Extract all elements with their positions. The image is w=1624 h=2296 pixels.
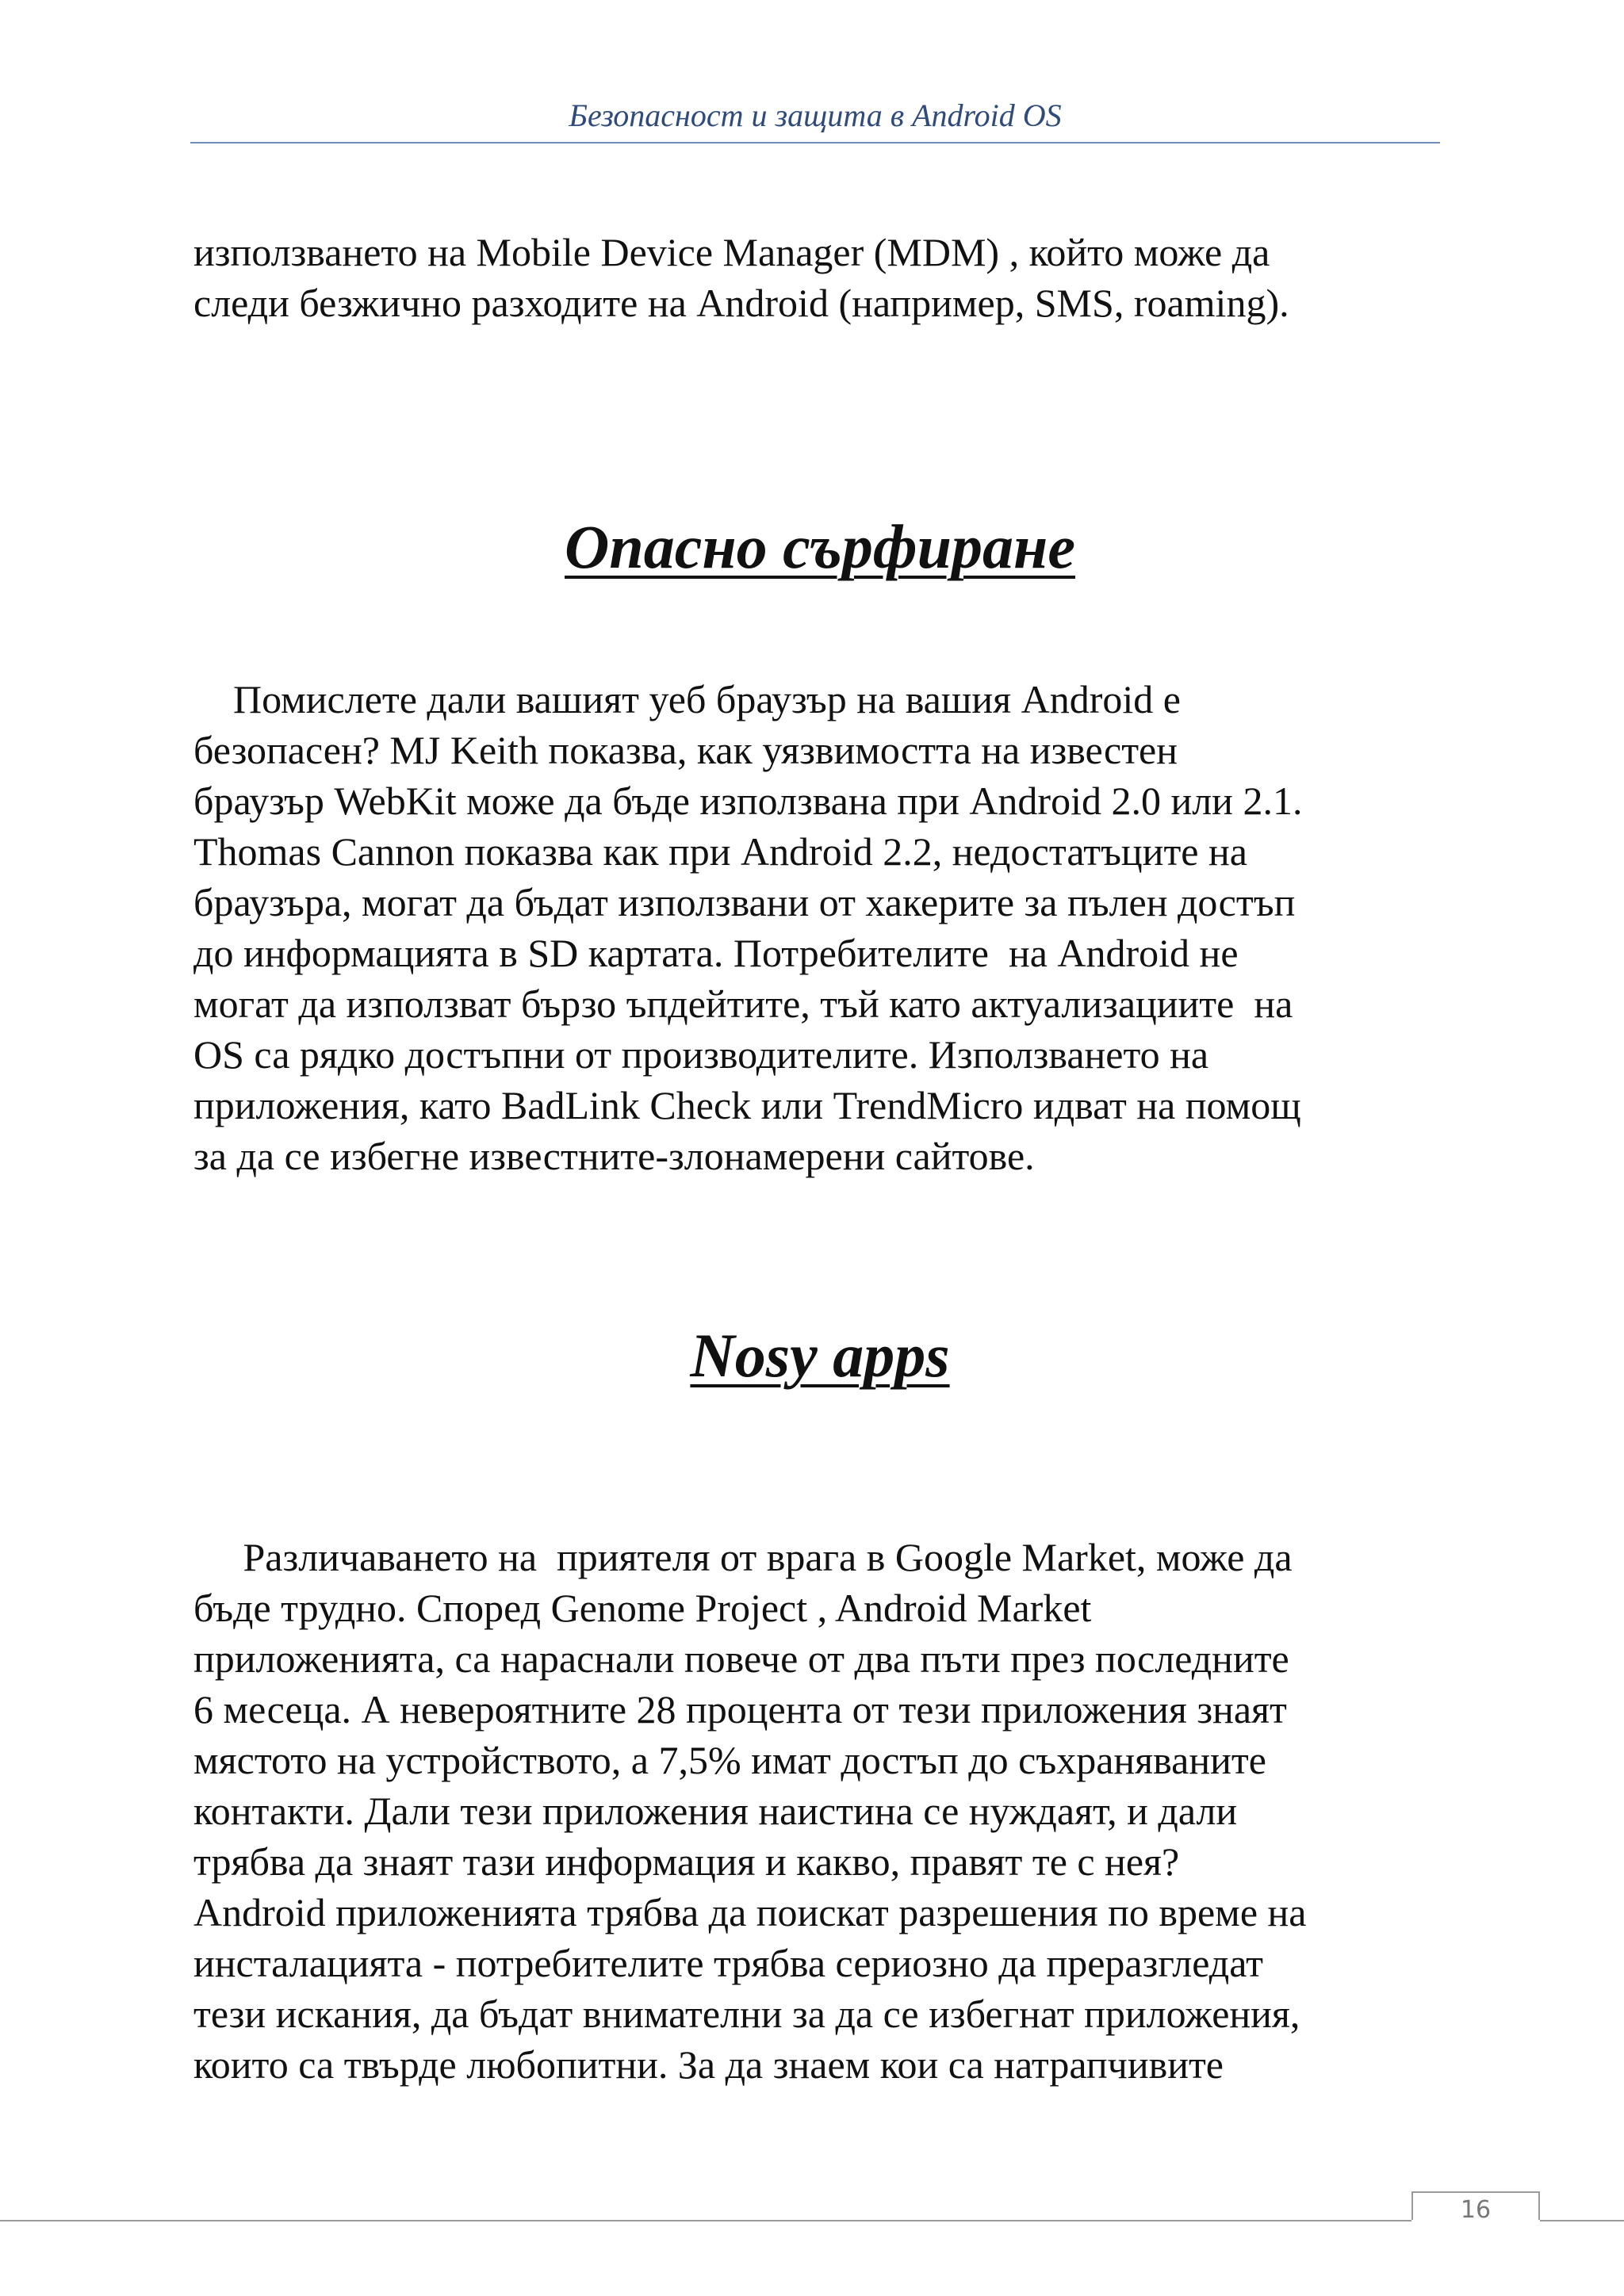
page-number: 16 — [1411, 2191, 1540, 2220]
footer-divider-left — [0, 2220, 1411, 2221]
browsing-paragraph: Помислете дали вашият уеб браузър на вашия Android е безопасен? MJ Keith показва, как уязвимостта на известен браузър WebKit може да бъде използвана при Android 2.0 или 2.1. Thomas Cannon показва как при Android 2.2, недостатъците на браузъра, могат да бъдат използвани от хакерите за пълен достъп до информацията в SD картата. Потребителите на Android не могат да използват бързо ъпдейтите, тъй като актуализациите на OS са рядко достъпни от производителите. Използването на приложения, като BadLink Check или TrendMicro идват на помощ за да се избегне известните-злонамерени сайтове. — [193, 677, 1303, 1178]
header-divider — [190, 142, 1440, 144]
nosy-apps-paragraph: Различаването на приятеля от врага в Google Market, може да бъде трудно. Според Genome Project , Android Market приложенията, са нараснали повече от два пъти през последните 6 месеца. А невероятните 28 процента от тези приложения знаят мястото на устройството, а 7,5% имат достъп до съхраняваните контакти. Дали тези приложения наистина се нуждаят, и дали трябва да знаят тази информация и какво, правят те с нея? Android приложенията трябва да поискат разрешения по време на инсталацията - потребителите трябва сериозно да преразгледат тези искания, да бъдат внимателни за да се избегнат приложения, които са твърде любопитни. За да знаем кои са натрапчивите — [193, 1535, 1307, 2087]
intro-paragraph: използването на Mobile Device Manager (MDM) , който може да следи безжично разходите на Android (например, SMS, roaming). — [193, 230, 1289, 325]
running-header: Безопасност и защита в Android OS — [569, 98, 1062, 133]
heading-nosy-apps: Nosy apps — [690, 1321, 950, 1390]
heading-dangerous-surfing: Опасно сърфиране — [565, 512, 1075, 581]
footer-divider-right — [1540, 2220, 1624, 2221]
